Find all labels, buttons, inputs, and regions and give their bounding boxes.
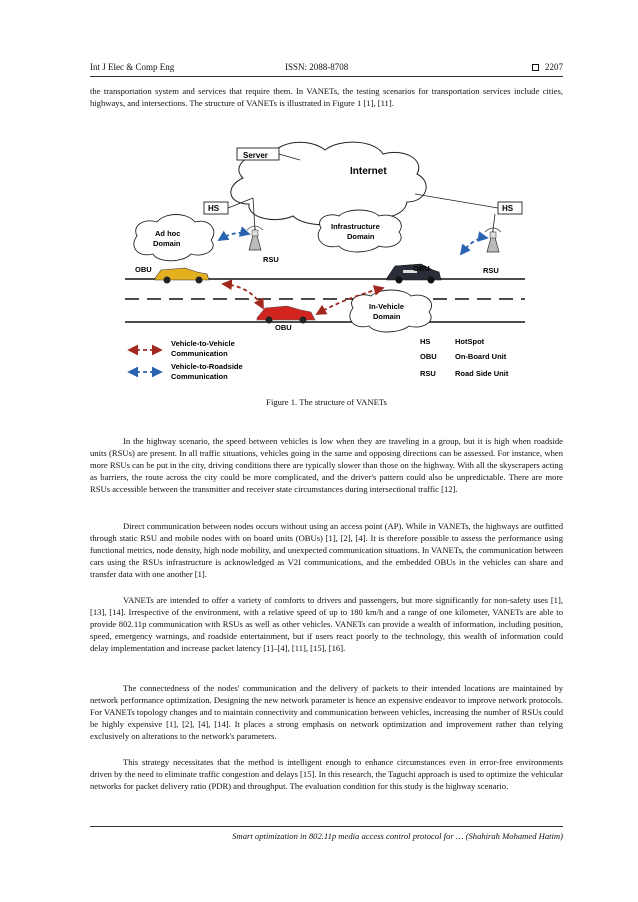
figure-caption: Figure 1. The structure of VANETs xyxy=(266,397,387,407)
hs-label-left: HS xyxy=(208,204,220,213)
infrastructure-label-1: Infrastructure xyxy=(331,222,380,231)
legend-v2r-label-2: Communication xyxy=(171,372,228,381)
page-number: 2207 xyxy=(545,62,563,72)
paragraph-2: Direct communication between nodes occurs without using an access point (AP). While in VANETs, the highways are outfitted through static RSU and mobile nodes with on board units (OBUs) [1], [2], [4]. It is therefore possible to assess the performance using functional metrics, node density, high node mobility, and unexpected communication situations. In VANETs, the communication between cars using the RSUs infrastructure is acknowledged as V2I communications, and the embedded OBUs in the vehicles can share and transfer data with one another [1]. xyxy=(90,521,563,579)
v2v-arrow-left xyxy=(223,284,263,308)
car-icon-yellow xyxy=(155,268,209,284)
running-footer: Smart optimization in 802.11p media access control protocol for … (Shahirah Mohamed Hatim) xyxy=(232,831,563,841)
obu-label-bottom: OBU xyxy=(275,323,292,332)
paragraph-3: VANETs are intended to offer a variety of comforts to drivers and passengers, but more significantly for non-safety uses [1], [13], [14]. Irrespective of the environment, with a relative speed of up to 180 km/h and a range of one kilometer, VANETs are able to provide 802.11p communication with RSUs as well as other vehicles. VANETs can provide a wealth of information, including position, speed, emergency warnings, and roadside entertainment, but if users react poorly to the technology, this wealth of information could delay implementation and increase packet latency [1]–[4], [11], [15], [16]. xyxy=(90,595,563,653)
paragraph-1: In the highway scenario, the speed between vehicles is low when they are traveling in a group, but it is high when roadside units (RSUs) are present. In all traffic situations, vehicles going in the same and opposing directions can be assessed. For instance, when more RSUs can be put in the city, driving conditions there are typically slower than those on the highway. With all the skyscrapers acting as barriers, the route across the city could be more complicated, and the driver's pattern could also be unpredictable. There are more RSUs accessible between the transmitter and receiver state circumstances during intersectional traffic [12]. xyxy=(90,436,563,494)
abbr-obu: OBU xyxy=(420,352,437,361)
invehicle-cloud xyxy=(350,290,432,332)
internet-label: Internet xyxy=(350,166,387,177)
legend-v2v-label-1: Vehicle-to-Vehicle xyxy=(171,339,235,348)
paragraph-4: The connectedness of the nodes' communication and the delivery of packets to their intended locations are maintained by network performance optimization. Designing the new network parameter is hence an expensive endeavor to improve network protocols. For VANETs topology changes and to maintain connectivity and communication between vehicles, increasing the number of RSUs could be highly expensive [1], [2], [4], [14]. It places a strong emphasis on network optimization and improvement rather than relying exclusively on alterations to the network's parameters. xyxy=(90,683,563,741)
legend-v2r-label-1: Vehicle-to-Roadside xyxy=(171,362,243,371)
adhoc-label-1: Ad hoc xyxy=(155,229,181,238)
abbr-rsu: RSU xyxy=(420,369,436,378)
rsu-tower-icon-left xyxy=(247,226,263,250)
running-header xyxy=(90,60,563,74)
rsu-tower-icon-right xyxy=(485,228,501,252)
rsu-label-left: RSU xyxy=(263,255,279,264)
car-icon-red xyxy=(257,306,315,324)
footer-rule xyxy=(90,826,563,827)
server-label: Server xyxy=(243,151,268,160)
paragraph-5: This strategy necessitates that the method is intelligent enough to enhance circumstances even in error-free environments driven by the need to eliminate traffic congestion and delays [15]. In this research, the Taguchi approach is used to optimize the vehicular networks for packet delivery ratio (PDR) and throughput. The evaluation condition for this study is the highway scenario. xyxy=(90,757,563,791)
infrastructure-label-2: Domain xyxy=(347,232,375,241)
v2r-arrow-right xyxy=(461,238,487,254)
header-rule xyxy=(90,76,563,77)
legend-v2v-label-2: Communication xyxy=(171,349,228,358)
rsu-label-right: RSU xyxy=(483,266,499,275)
v2r-arrow-left xyxy=(219,233,249,240)
abbr-hs-full: HotSpot xyxy=(455,337,485,346)
obu-label-right: OBU xyxy=(413,264,430,273)
journal-name: Int J Elec & Comp Eng xyxy=(90,62,175,72)
vanet-figure xyxy=(125,138,525,390)
abbr-obu-full: On-Board Unit xyxy=(455,352,507,361)
issn: ISSN: 2088-8708 xyxy=(285,62,349,72)
infrastructure-cloud xyxy=(318,210,401,252)
obu-label-left: OBU xyxy=(135,265,152,274)
paragraph-0: the transportation system and services that require them. In VANETs, the testing scenarios for transportation services include cities, highways, and intersections. The structure of VANETs is illustrated in Figure 1 [1], [11]. xyxy=(90,86,563,108)
hs-label-right: HS xyxy=(502,204,514,213)
invehicle-label-2: Domain xyxy=(373,312,401,321)
abbr-hs: HS xyxy=(420,337,431,346)
adhoc-label-2: Domain xyxy=(153,239,181,248)
invehicle-label-1: In-Vehicle xyxy=(369,302,405,311)
checkbox-icon xyxy=(532,64,539,71)
abbr-rsu-full: Road Side Unit xyxy=(455,369,509,378)
